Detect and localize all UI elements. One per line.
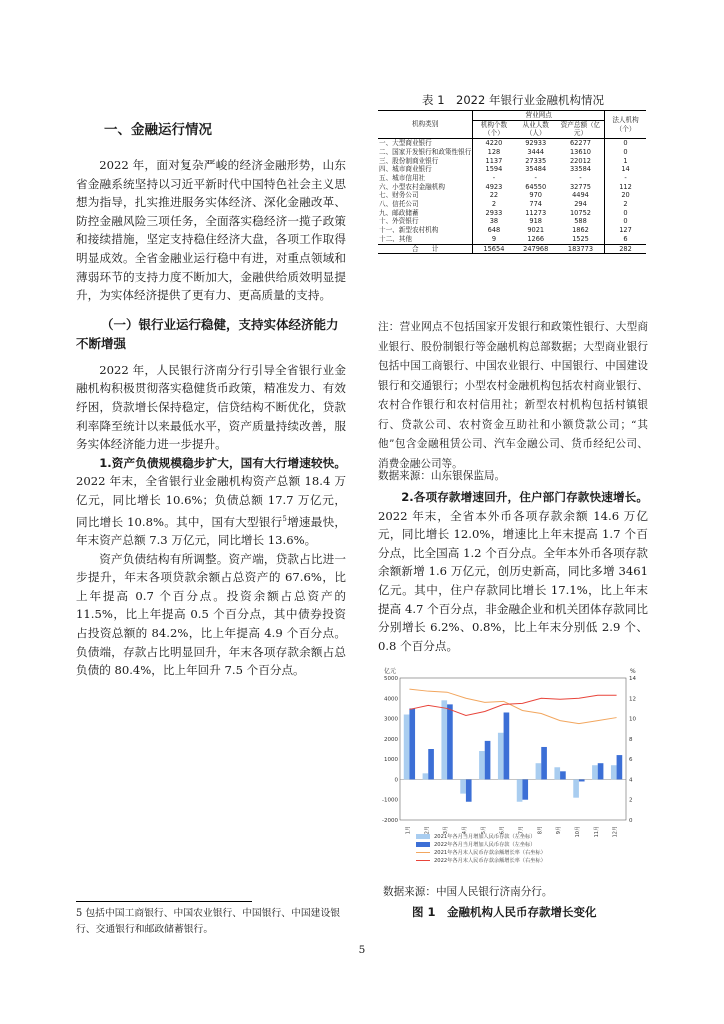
chart-bar: [536, 763, 542, 779]
x-tick: 8月: [537, 826, 544, 835]
banking-paragraph: 2022 年，人民银行济南分行引导全省银行业金融机构积极贯彻落实稳健货币政策，精准发力、有效纾困，贷款增长保持稳定，信贷结构不断优化，贷款利率降至统计以来最低水平，资产质量持续改善，服务实体经济能力进一步提升。: [76, 362, 346, 452]
table-cell: 774: [529, 200, 543, 209]
table-cell: 128: [487, 147, 501, 156]
chart-bar: [485, 741, 491, 780]
table-cell: 22012: [557, 157, 605, 166]
legend-label: 2021年各月当月增加人民币存款（左坐标）: [434, 834, 536, 840]
y-left-tick: 0: [394, 777, 398, 784]
table-cell: 33584: [557, 165, 605, 174]
table-cell: 112: [619, 182, 632, 191]
y-right-tick: 10: [629, 716, 636, 723]
table-note: 注：营业网点不包括国家开发银行和政策性银行、大型商业银行、股份制银行等金融机构总部数据；大型商业银行包括中国工商银行、中国农业银行、中国银行、中国建设银行和交通银行；小型农村金融机构包括农村商业银行、农村合作银行和农村信用社；新型农村机构包括村镇银行、贷款公司、农村资金互助社和小额贷款公司；“其他”包含金融租赁公司、汽车金融公司、货币经纪公司、消费金融公司等。: [378, 321, 648, 470]
asset-paragraph-lead: 1.资产负债规模稳步扩大，国有大行增速较快。: [99, 455, 346, 470]
table-cell: 247968: [515, 244, 557, 254]
table-row: [378, 174, 646, 183]
chart-bar: [522, 779, 528, 799]
table-cell: 0: [623, 147, 628, 156]
y-right-tick: 4: [629, 777, 633, 784]
legend-label: 2022年各月当月增加人民币存款（左坐标）: [434, 842, 536, 848]
table-cell: 1525: [557, 235, 605, 244]
table-cell: 35484: [525, 165, 547, 174]
y-right-unit: %: [630, 668, 636, 675]
chart-bar: [541, 747, 547, 779]
table-cell: 10752: [557, 209, 605, 218]
col-header-assets: 资产总额（亿元）: [557, 120, 605, 138]
table-cell: 3444: [527, 147, 545, 156]
y-right-tick: 2: [629, 797, 633, 804]
chart-bar: [573, 779, 579, 797]
table-row: [378, 157, 646, 166]
table-cell-type: 十二、其他: [378, 235, 473, 244]
table-cell-type: 二、国家开发银行和政策性银行: [379, 147, 472, 156]
table-title: 表 1 2022 年银行业金融机构情况: [422, 93, 604, 107]
chart-bar: [460, 779, 466, 793]
figure-title: 图 1 金融机构人民币存款增长变化: [412, 905, 597, 919]
legend-swatch: [416, 834, 430, 839]
x-tick: 11月: [593, 826, 600, 838]
table-cell: 11273: [525, 208, 547, 217]
institution-table: [378, 110, 646, 254]
table-cell: 27335: [525, 156, 547, 165]
table-cell-type: 一、大型商业银行: [378, 139, 473, 148]
x-tick: 4月: [461, 826, 468, 835]
table-row: [378, 139, 646, 148]
chart-bar: [592, 765, 598, 779]
table-cell: 1266: [527, 234, 545, 243]
x-tick: 6月: [499, 826, 506, 835]
table-row: [378, 226, 646, 235]
footnote-rule: [76, 901, 252, 902]
table-cell: 183773: [557, 244, 605, 254]
chart-bar: [423, 773, 429, 779]
table-cell-type: 九、邮政储蓄: [378, 209, 473, 218]
table-cell: 0: [623, 217, 628, 226]
right-column-body: [378, 488, 648, 655]
table-cell: 2: [491, 200, 497, 209]
y-right-tick: 8: [629, 736, 633, 743]
subsection-heading: （一）银行业运行稳健，支持实体经济能力不断增强: [76, 316, 339, 351]
table-cell: -: [534, 173, 537, 182]
table-cell: 1862: [557, 226, 605, 235]
table-cell: 648: [487, 226, 501, 235]
table-row: [378, 191, 646, 200]
asset-paragraph-text-b: 增速最快，年末资产总额 7.3 万亿元，同比增长 13.6%。: [76, 514, 346, 547]
y-left-unit: 亿元: [383, 668, 396, 675]
structure-paragraph: 资产负债结构有所调整。资产端，贷款占比进一步提升，年末各项贷款余额占总资产的 67.6%，比上年提高 0.7 个百分点。投资余额占总资产的 11.5%，比上年提高 0.5 个百分点，其中债券投资占投资总额的 84.2%，比上年提高 4.9 个百分点。负债端，存款占比明显回升，年末各项存款余额占总负债的 80.4%，比上年回升 7.5 个百分点。: [76, 551, 346, 678]
chart-bar: [447, 704, 453, 779]
deposit-chart: [378, 660, 648, 878]
table-cell: 64550: [525, 182, 547, 191]
chart-bar: [579, 779, 585, 781]
table-cell: 970: [529, 191, 543, 200]
table-cell-type: 四、城市商业银行: [378, 165, 473, 174]
table-cell-type: 六、小型农村金融机构: [378, 183, 473, 192]
chart-bar: [441, 700, 447, 779]
x-tick: 1月: [405, 826, 412, 835]
chart-bar: [404, 715, 410, 780]
table-cell: 588: [557, 217, 605, 226]
asset-paragraph-text-a: 2022 年末，全省银行业金融机构资产总额 18.4 万亿元，同比增长 10.6%；负债总额 17.7 万亿元，同比增长 10.8%。其中，国有大型银行: [76, 474, 346, 529]
col-header-type: 机构类别: [378, 111, 473, 139]
legend-label: 2022年各月末人民币存款余额增长率（右坐标）: [434, 858, 546, 864]
y-right-tick: 12: [629, 696, 636, 703]
y-right-tick: 14: [629, 676, 636, 682]
col-header-count: 机构个数（个）: [473, 120, 515, 138]
table-cell: 2933: [485, 208, 503, 217]
table-cell-type: 三、股份制商业银行: [378, 157, 473, 166]
chart-line: [409, 689, 616, 723]
table-cell-type: 十、外资银行: [378, 217, 473, 226]
x-tick: 3月: [443, 826, 450, 835]
col-header-staff: 从业人数（人）: [515, 120, 557, 138]
section-heading: 一、金融运行情况: [104, 122, 212, 138]
table-cell: 4923: [485, 182, 503, 191]
table-row: [378, 148, 646, 157]
page-number: 5: [358, 944, 366, 956]
table-cell: 282: [605, 244, 646, 254]
legend-swatch: [416, 842, 430, 847]
table-cell-type: 合 计: [378, 244, 473, 254]
x-tick: 12月: [612, 826, 619, 838]
table-cell: 13610: [557, 148, 605, 157]
table-cell: 1594: [485, 165, 503, 174]
table-cell: 0: [623, 139, 628, 148]
table-row: [378, 165, 646, 174]
legend-label: 2021年各月末人民币存款余额增长率（右坐标）: [434, 850, 546, 856]
table-row: [378, 217, 646, 226]
deposit-paragraph: [378, 488, 648, 655]
x-tick: 10月: [574, 826, 581, 838]
chart-bar: [409, 708, 415, 779]
table-cell: 6: [623, 234, 628, 243]
table-cell: -: [624, 173, 627, 182]
y-left-tick: 5000: [384, 676, 398, 682]
table-cell: 2: [623, 200, 628, 209]
x-tick: 9月: [556, 826, 563, 835]
table-cell: 20: [621, 191, 630, 200]
chart-bar: [479, 751, 485, 779]
y-left-tick: -2000: [382, 818, 398, 824]
table-cell: 1137: [485, 156, 503, 165]
table-cell: 1: [623, 156, 628, 165]
table-cell: 9021: [527, 226, 545, 235]
table-cell: 22: [489, 191, 499, 200]
table-body: [378, 139, 646, 254]
y-left-tick: 2000: [384, 736, 398, 743]
deposit-paragraph-text: 2022 年末，全省本外币各项存款余额 14.6 万亿元，同比增长 12.0%，增速比上年末提高 1.7 个百分点，比全国高 1.2 个百分点。全年本外币各项存款余额新增 1.6 万亿元，创历史新高，同比多增 3461 亿元。其中，住户存款同比增长 17.1%，比上年末提高 4.7 个百分点，非金融企业和机关团体存款同比分别增长 6.2%、0.8%，比上年末分别低 2.9 个、0.8 个百分点。: [378, 508, 648, 653]
table-source: 数据来源：山东银保监局。: [378, 470, 506, 482]
col-header-group: 营业网点: [473, 111, 605, 121]
y-right-tick: 6: [629, 757, 633, 764]
table-cell: -: [557, 174, 605, 183]
table-cell: 127: [619, 226, 632, 235]
chart-bar: [598, 763, 604, 779]
table-cell: 0: [623, 208, 628, 217]
footnote: 5 包括中国工商银行、中国农业银行、中国银行、中国建设银行、交通银行和邮政储蓄银行。: [76, 908, 341, 935]
y-left-tick: -1000: [382, 797, 398, 804]
table-cell: 9: [491, 234, 497, 243]
table-cell: 294: [557, 200, 605, 209]
chart-bar: [498, 733, 504, 780]
table-row: [378, 235, 646, 244]
deposit-paragraph-lead: 2.各项存款增速回升，住户部门存款快速增长。: [401, 490, 648, 504]
table-row: [378, 200, 646, 209]
table-cell: 15654: [473, 244, 515, 254]
intro-paragraph: 2022 年，面对复杂严峻的经济金融形势，山东省金融系统坚持以习近平新时代中国特色社会主义思想为指导，扎实推进服务实体经济、深化金融改革、防控金融风险三项任务，全面落实稳经济一揽子政策和接续措施，坚定支持稳住经济大盘，各项工作取得明显成效。全省金融业运行稳中有进，对重点领域和薄弱环节的支持力度不断加大，金融供给质效明显提升，为实体经济提供了更有力、更高质量的支持。: [76, 158, 346, 303]
table-cell-type: 十一、新型农村机构: [378, 226, 473, 235]
table-cell: 918: [529, 217, 543, 226]
table-cell: 4494: [557, 191, 605, 200]
x-tick: 7月: [518, 826, 525, 835]
col-header-legal: 法人机构（个）: [605, 111, 646, 139]
y-left-tick: 3000: [384, 716, 398, 723]
table-cell: -: [492, 173, 496, 182]
table-cell: 62277: [557, 139, 605, 148]
asset-paragraph: [76, 454, 346, 550]
table-cell: 14: [621, 165, 630, 174]
footnote-marker: 5: [282, 514, 287, 523]
table-cell-type: 五、城市信用社: [378, 174, 473, 183]
chart-bar: [611, 765, 617, 779]
table-cell: 4220: [485, 139, 503, 148]
x-tick: 5月: [480, 826, 487, 835]
y-left-tick: 4000: [384, 696, 398, 703]
table-cell: 32775: [557, 183, 605, 192]
chart-source: 数据来源：中国人民银行济南分行。: [383, 886, 553, 898]
chart-bar: [504, 712, 510, 779]
chart-bar: [428, 749, 434, 779]
chart-bar: [617, 755, 623, 779]
chart-bar: [560, 771, 566, 779]
table-cell: 92933: [525, 139, 547, 148]
left-column: [76, 118, 346, 680]
y-right-tick: 0: [629, 818, 633, 824]
chart-bar: [554, 767, 560, 779]
y-left-tick: 1000: [384, 757, 398, 764]
table-cell-type: 八、信托公司: [378, 200, 473, 209]
chart-bar: [517, 779, 523, 801]
table-cell: 38: [489, 217, 499, 226]
x-tick: 2月: [424, 826, 431, 835]
chart-bar: [466, 779, 472, 801]
table-total-row: [378, 244, 646, 254]
table-cell-type: 七、财务公司: [378, 191, 473, 200]
